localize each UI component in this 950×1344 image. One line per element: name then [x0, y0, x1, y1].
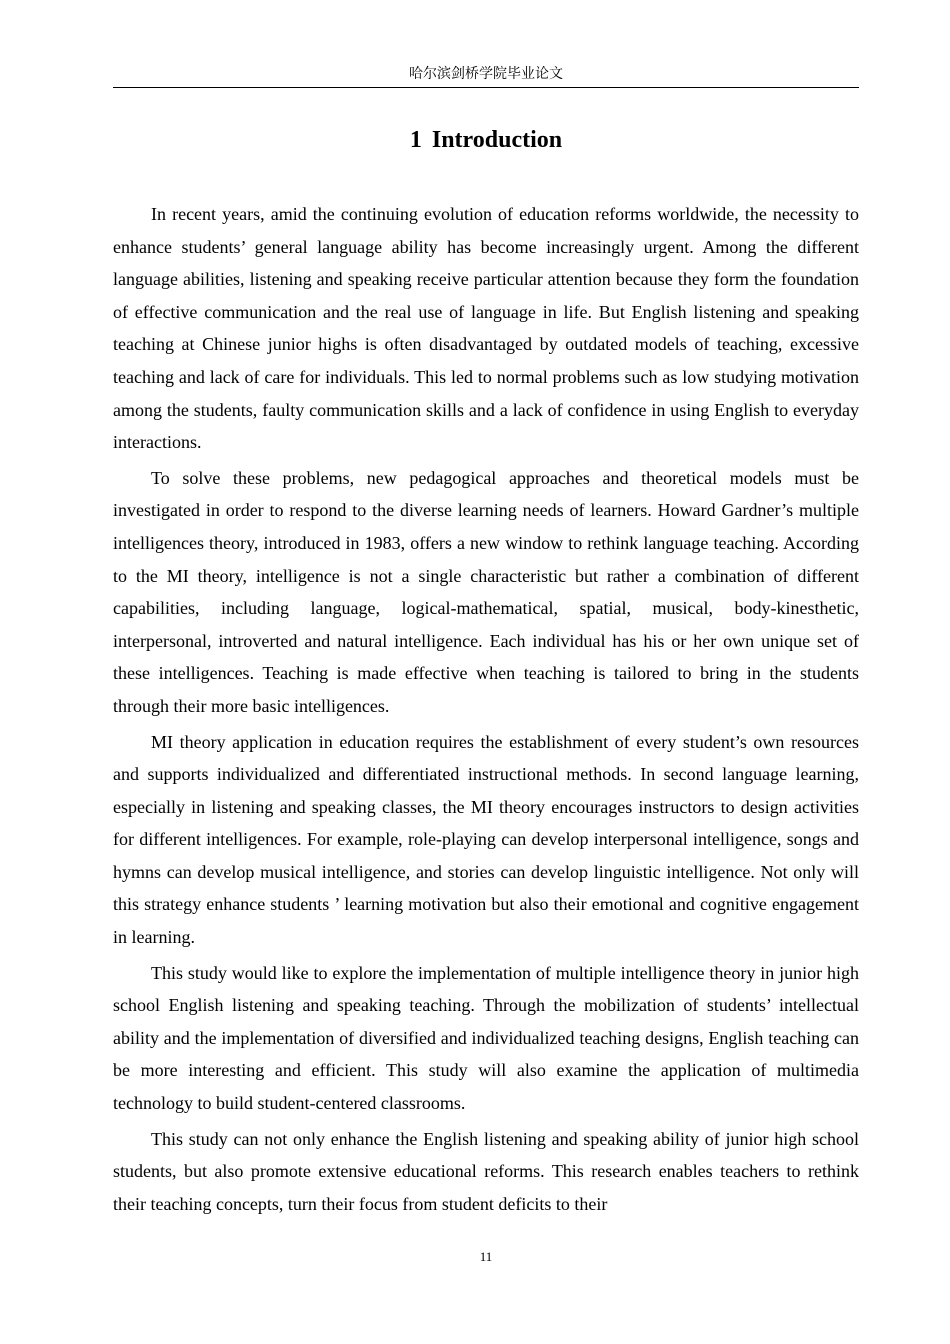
running-header: 哈尔滨剑桥学院毕业论文 [409, 66, 563, 82]
chapter-title [113, 124, 859, 156]
page-number: 11 [479, 1249, 493, 1264]
body-text [113, 198, 859, 1223]
chapter-title-text: Introduction [431, 127, 563, 153]
paragraph-3: MI theory application in education requires the establishment of every student’s own resources and supports individualized and differentiated instructional methods. In second language learning, especially in listening and speaking classes, the MI theory encourages instructors to design activities for different intelligences. For example, role-playing can develop interpersonal intelligence, songs and hymns can develop musical intelligence, and stories can develop linguistic intelligence. Not only will this strategy enhance students ’ learning motivation but also their emotional and cognitive engagement in learning. [113, 731, 859, 948]
chapter-number: 1 [409, 127, 422, 153]
paragraph-2: To solve these problems, new pedagogical approaches and theoretical models must be investigated in order to respond to the diverse learning needs of learners. Howard Gardner’s multiple intelligences theory, introduced in 1983, offers a new window to rethink language teaching. According to the MI theory, intelligence is not a single characteristic but rather a combination of different capabilities, including language, logical-mathematical, spatial, musical, body-kinesthetic, interpersonal, introverted and natural intelligence. Each individual has his or her own unique set of these intelligences. Teaching is made effective when teaching is tailored to bring in the students through their more basic intelligences. [113, 467, 859, 716]
paragraph-4: This study would like to explore the implementation of multiple intelligence theory in junior high school English listening and speaking teaching. Through the mobilization of students’ intellectual ability and the implementation of diversified and individualized teaching designs, English teaching can be more interesting and efficient. This study will also examine the application of multimedia technology to build student-centered classrooms. [113, 962, 859, 1114]
paragraph-5: This study can not only enhance the English listening and speaking ability of junior high school students, but also promote extensive educational reforms. This research enables teachers to rethink their teaching concepts, turn their focus from student deficits to their [113, 1128, 859, 1214]
paragraph-1: In recent years, amid the continuing evolution of education reforms worldwide, the necessity to enhance students’ general language ability has become increasingly urgent. Among the different language abilities, listening and speaking receive particular attention because they form the foundation of effective communication and the real use of language in life. But English listening and speaking teaching at Chinese junior highs is often disadvantaged by outdated models of teaching, excessive teaching and lack of care for individuals. This led to normal problems such as low studying motivation among the students, faulty communication skills and a lack of confidence in using English to everyday interactions. [113, 204, 859, 453]
header-divider [113, 87, 859, 88]
